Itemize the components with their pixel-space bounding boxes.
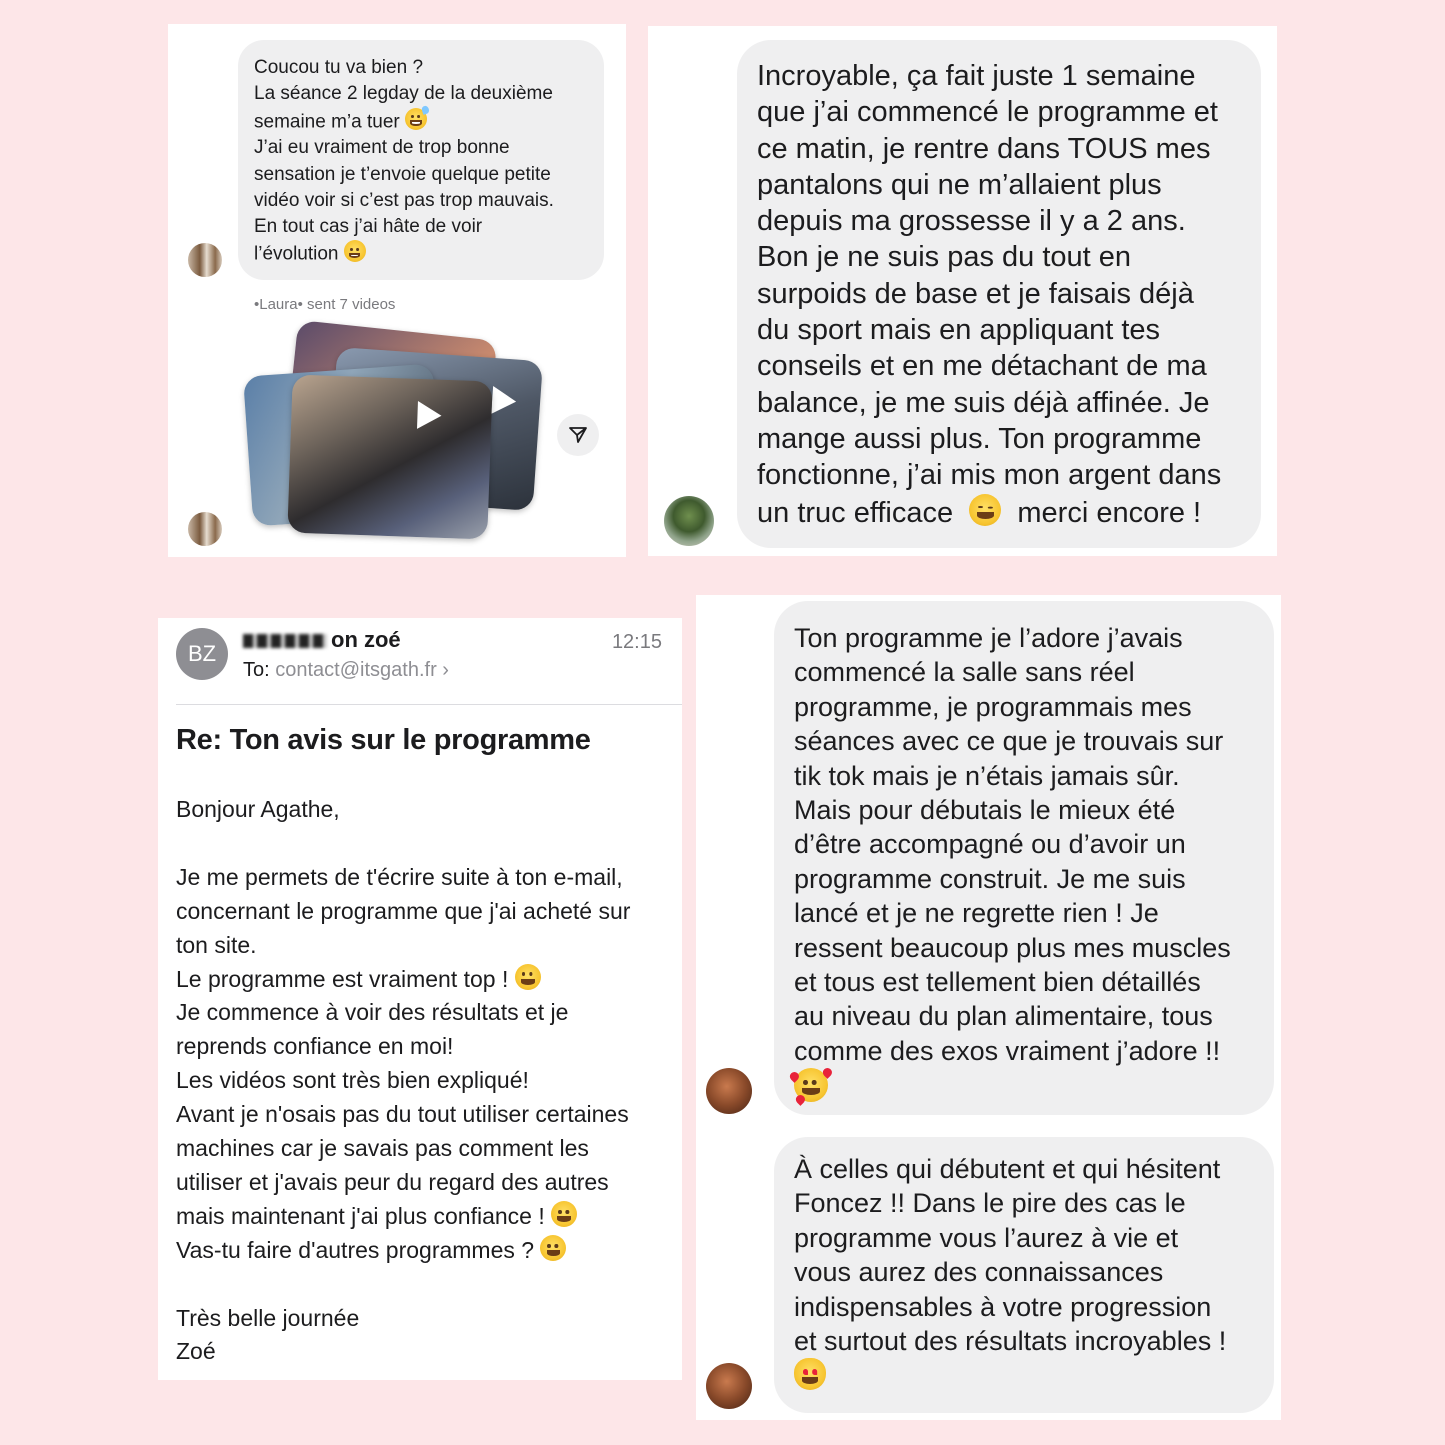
divider [176,704,682,705]
body-line: utiliser et j'avais peur du regard des autres [176,1168,609,1195]
message-line: Ton programme je l’adore j’avais [794,623,1183,653]
body-line: Vas-tu faire d'autres programmes ? [176,1236,535,1263]
avatar[interactable] [188,512,222,546]
body-line: Je me permets de t'écrire suite à ton e-mail, [176,863,623,890]
to-address[interactable]: contact@itsgath.fr [275,659,437,681]
redacted-name [243,634,327,648]
message-line: et surtout des résultats incroyables ! [794,1326,1227,1357]
emoji-line [794,1358,1254,1395]
sent-videos-meta: •Laura• sent 7 videos [254,296,396,313]
message-line-with-emoji [757,494,1241,531]
blank-line [176,827,630,861]
body-line: Zoé [176,1338,216,1365]
message-line: En tout cas j’ai hâte de voir [254,216,483,238]
share-button[interactable] [557,414,599,456]
message-line: l’évolution [254,243,339,265]
message-bubble [774,601,1274,1115]
message-line: mange aussi plus. Ton programme [757,422,1202,455]
smiling-face-emoji-icon [515,964,541,990]
chevron-right-icon: › [442,659,449,681]
message-line: un truc efficace [757,496,954,529]
sender-name: on zoé [331,627,401,652]
message-line: comme des exos vraiment j’adore !! [794,1035,1221,1066]
video-stack[interactable] [246,324,546,544]
avatar: BZ [176,628,228,680]
email-time: 12:15 [611,631,662,653]
avatar[interactable] [188,243,222,277]
message-line: fonctionne, j’ai mis mon argent dans [757,459,1222,492]
message-bubble [238,40,604,280]
message-line: Foncez !! Dans le pire des cas le [794,1188,1186,1219]
message-line: depuis ma grossesse il y a 2 ans. [757,205,1186,238]
grinning-sweat-emoji-icon [405,108,427,130]
beaming-face-emoji-icon [344,240,366,262]
body-line: Les vidéos sont très bien expliqué! [176,1067,529,1094]
message-line: Coucou tu va bien ? [254,57,424,78]
message-line: J’ai eu vraiment de trop bonne [254,137,510,159]
paper-plane-icon [568,425,588,445]
message-line: programme, je programmais mes [794,691,1192,722]
body-line: reprends confiance en moi! [176,1033,454,1060]
message-bubble [774,1137,1274,1413]
emoji-line [794,1068,1254,1107]
message-line: À celles qui débutent et qui hésitent [794,1154,1221,1184]
body-line: ton site. [176,931,257,958]
message-line: La séance 2 legday de la deuxième [254,83,553,105]
message-line: indispensables à votre progression [794,1291,1212,1322]
message-line: vous aurez des connaissances [794,1257,1164,1288]
dm-panel-testimonial [648,26,1277,556]
play-icon [491,386,517,416]
video-thumbnail[interactable] [287,375,492,540]
avatar[interactable] [664,496,714,546]
message-line: programme vous l’aurez à vie et [794,1222,1179,1253]
message-line: balance, je me suis déjà affinée. Je [757,386,1210,419]
winking-face-emoji-icon [969,494,1001,526]
message-line: conseils et en me détachant de ma [757,350,1207,383]
email-body [176,793,630,1369]
body-line-with-emoji [176,963,630,997]
message-line: Bon je ne suis pas du tout en [757,241,1132,274]
body-line: Avant je n'osais pas du tout utiliser certaines [176,1101,629,1128]
body-line-with-emoji [176,1200,630,1234]
message-bubble [737,40,1261,548]
message-line-with-emoji [254,108,588,136]
avatar[interactable] [706,1068,752,1114]
message-line: du sport mais en appliquant tes [757,314,1161,347]
message-line: surpoids de base et je faisais déjà [757,277,1194,310]
dm-panel-laura [168,24,626,557]
email-panel [158,618,682,1380]
to-label: To: [243,659,270,681]
message-line: sensation je t’envoie quelque petite [254,163,551,185]
body-line: Très belle journée [176,1304,360,1331]
message-line: séances avec ce que je trouvais sur [794,726,1224,757]
message-line: Incroyable, ça fait juste 1 semaine [757,60,1196,92]
message-line: lancé et je ne regrette rien ! Je [794,898,1159,929]
avatar[interactable] [706,1363,752,1409]
message-line: merci encore ! [1017,496,1202,529]
message-line: que j’ai commencé le programme et [757,96,1218,129]
email-subject: Re: Ton avis sur le programme [176,724,591,756]
message-line: Mais pour débutais le mieux été [794,795,1176,826]
message-line: tik tok mais je n’étais jamais sûr. [794,760,1180,791]
message-line: semaine m’a tuer [254,110,400,132]
body-line: Le programme est vraiment top ! [176,965,509,992]
smiling-face-emoji-icon [551,1201,577,1227]
body-line: Je commence à voir des résultats et je [176,999,569,1026]
body-line: mais maintenant j'ai plus confiance ! [176,1202,545,1229]
dm-panel-testimonials-2 [696,595,1281,1420]
message-line: et tous est tellement bien détaillés [794,967,1201,998]
message-line: au niveau du plan alimentaire, tous [794,1001,1213,1032]
message-line: ressent beaucoup plus mes muscles [794,932,1231,963]
message-line: vidéo voir si c’est pas trop mauvais. [254,189,554,211]
message-line: pantalons qui ne m’allaient plus [757,168,1162,201]
message-line: programme construit. Je me suis [794,863,1186,894]
blank-line [176,1268,630,1302]
email-recipient[interactable] [243,659,449,682]
body-line: Bonjour Agathe, [176,796,340,822]
message-line-with-emoji [254,240,588,268]
message-line: ce matin, je rentre dans TOUS mes [757,132,1211,165]
message-line: d’être accompagné ou d’avoir un [794,829,1186,860]
email-sender[interactable] [243,627,401,653]
body-line-with-emoji [176,1234,630,1268]
smiling-face-emoji-icon [540,1235,566,1261]
play-icon [417,401,442,430]
smiling-face-with-hearts-emoji-icon [794,1068,828,1102]
body-line: concernant le programme que j'ai acheté sur [176,897,631,924]
body-line: machines car je savais pas comment les [176,1135,589,1162]
heart-eyes-cat-emoji-icon [794,1358,826,1390]
message-line: commencé la salle sans réel [794,657,1135,688]
